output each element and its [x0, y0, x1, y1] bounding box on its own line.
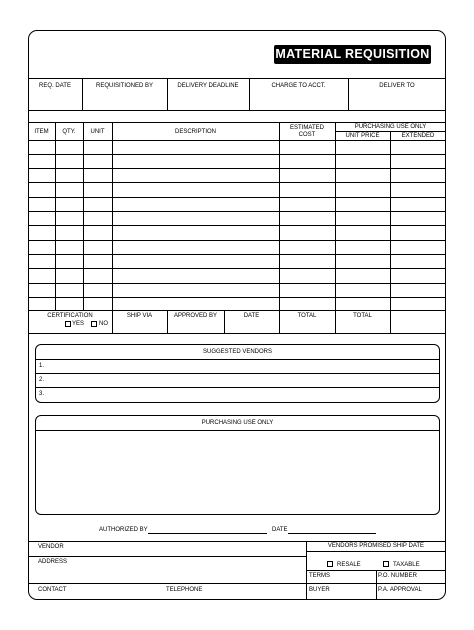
vendor-divider — [306, 551, 446, 552]
delivery-deadline-label: DELIVERY DEADLINE — [177, 83, 239, 89]
yes-label: YES — [72, 321, 85, 327]
contact-label: CONTACT — [38, 587, 67, 593]
table-row-line — [28, 140, 446, 141]
resale-label: RESALE — [337, 562, 361, 568]
header-bottom-line — [28, 110, 446, 111]
table-row-line — [28, 168, 446, 169]
vendors-divider — [35, 373, 440, 374]
vendor-label: VENDOR — [38, 544, 64, 550]
table-row-line — [28, 254, 446, 255]
table-bottom-line — [28, 333, 446, 334]
table-column-line — [55, 122, 56, 310]
buyer-label: BUYER — [309, 587, 330, 593]
terms-label: TERMS — [309, 573, 330, 579]
vendor-divider — [28, 583, 446, 584]
col-extended-header: EXTENDED — [401, 133, 435, 139]
table-row-line — [28, 211, 446, 212]
suggested-vendors-title: SUGGESTED VENDORS — [202, 349, 272, 355]
authorized-by-label: AUTHORIZED BY — [99, 527, 148, 533]
taxable-label: TAXABLE — [393, 562, 420, 568]
yes-checkbox[interactable] — [65, 321, 71, 327]
certification-label: CERTIFICATION — [47, 313, 93, 319]
table-row-line — [28, 154, 446, 155]
ship-via-label: SHIP VIA — [126, 313, 153, 319]
address-label: ADDRESS — [38, 559, 68, 565]
vendor-line-1: 1. — [39, 363, 45, 369]
col-description-header: DESCRIPTION — [174, 129, 216, 135]
table-column-line — [335, 122, 336, 333]
table-column-line — [390, 131, 391, 333]
table-column-line — [83, 122, 84, 310]
req-date-label: REQ. DATE — [39, 83, 71, 89]
total-label: TOTAL — [297, 313, 317, 319]
table-row-line — [28, 197, 446, 198]
no-checkbox[interactable] — [91, 321, 97, 327]
col-estimated-cost-header: ESTIMATED COST — [290, 125, 324, 138]
table-row-line — [28, 240, 446, 241]
table-row-line — [28, 283, 446, 284]
header-top-line — [28, 78, 446, 79]
vendor-block-top — [28, 541, 446, 542]
table-column-line — [112, 122, 113, 333]
resale-checkbox[interactable] — [327, 561, 333, 567]
requisitioned-by-label: REQUISITIONED BY — [95, 83, 153, 89]
telephone-label: TELEPHONE — [166, 587, 203, 593]
vendor-line-3: 3. — [39, 391, 45, 397]
po-number-label: P.O. NUMBER — [378, 573, 417, 579]
taxable-checkbox[interactable] — [383, 561, 389, 567]
auth-date-label: DATE — [272, 527, 288, 533]
vendors-promised-ship-date-label: VENDORS PROMISED SHIP DATE — [327, 543, 425, 549]
pa-approval-label: P.A. APPROVAL — [378, 587, 422, 593]
table-top-line — [28, 122, 446, 123]
purchasing-divider — [35, 430, 440, 431]
col-unit-header: UNIT — [90, 129, 105, 135]
authorized-by-line[interactable] — [148, 533, 267, 534]
vendor-line-2: 2. — [39, 377, 45, 383]
vendor-vdivider — [376, 570, 377, 600]
vendors-divider — [35, 359, 440, 360]
table-row-line — [28, 268, 446, 269]
table-row-line — [28, 297, 446, 298]
form-title: MATERIAL REQUISITION — [274, 45, 431, 64]
purchasing-use-only-title: PURCHASING USE ONLY — [201, 420, 274, 426]
charge-to-acct-label: CHARGE TO ACCT. — [271, 83, 326, 89]
vendors-divider — [35, 387, 440, 388]
no-label: NO — [99, 321, 108, 327]
table-row-line — [28, 310, 446, 311]
auth-date-line[interactable] — [288, 533, 376, 534]
date-label: DATE — [243, 313, 260, 319]
approved-by-label: APPROVED BY — [173, 313, 217, 319]
vendor-divider — [28, 556, 306, 557]
col-item-header: ITEM — [34, 129, 49, 135]
total-label-2: TOTAL — [353, 313, 372, 319]
table-row-line — [28, 225, 446, 226]
deliver-to-label: DELIVER TO — [379, 83, 415, 89]
col-unit-price-header: UNIT PRICE — [345, 133, 380, 139]
purchasing-use-only-header: PURCHASING USE ONLY — [354, 124, 427, 130]
table-column-line — [279, 122, 280, 333]
col-qty-header: QTY. — [62, 129, 76, 135]
table-row-line — [28, 182, 446, 183]
